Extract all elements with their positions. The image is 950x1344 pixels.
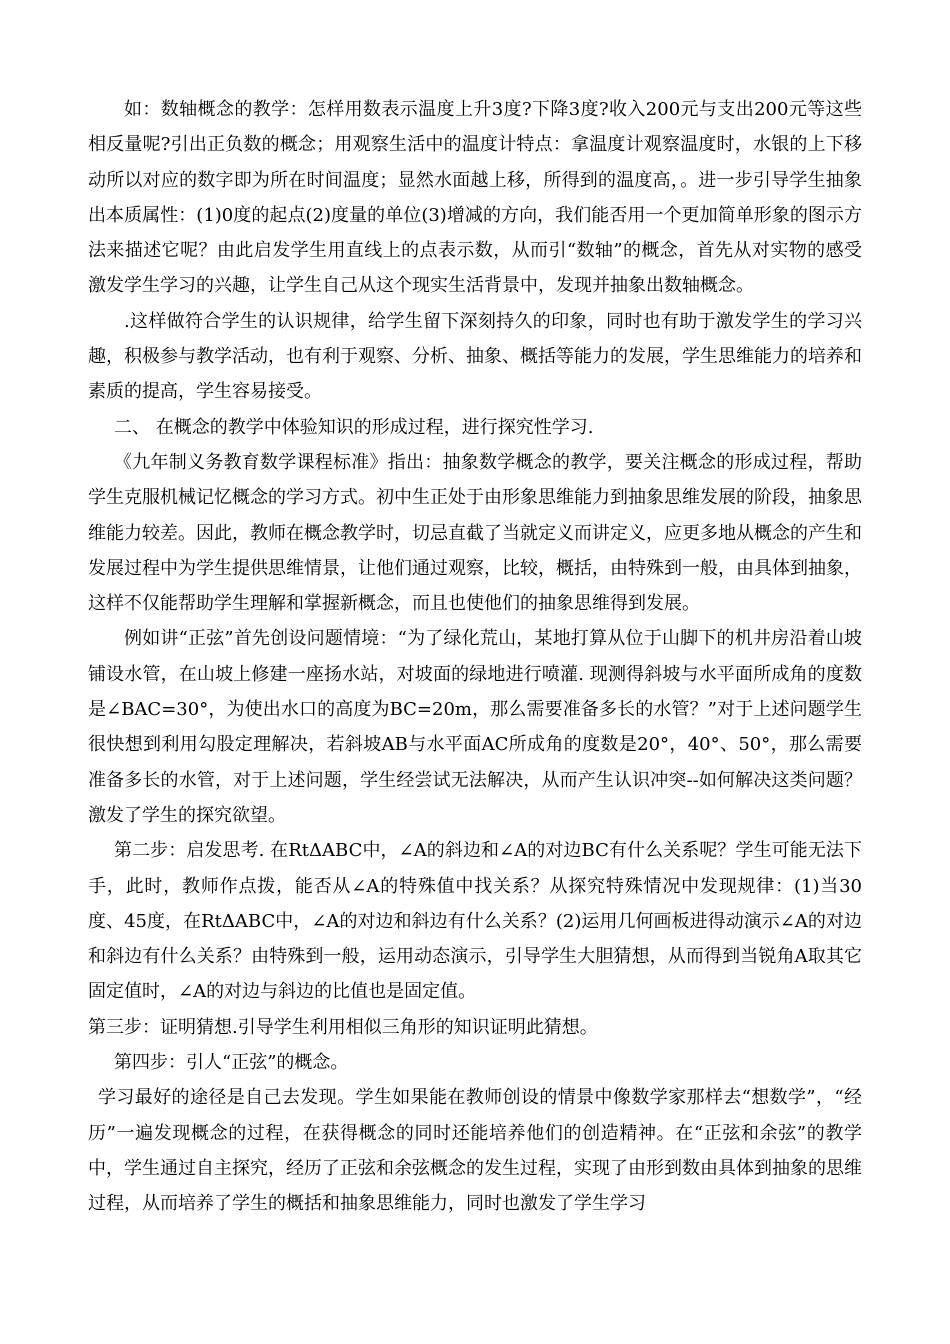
section-heading-two: 二、 在概念的教学中体验知识的形成过程，进行探究性学习. — [114, 416, 594, 438]
paragraph-curriculum-standard: 《九年制义务教育数学课程标准》指出：抽象数学概念的教学，要关注概念的形成过程，帮助学生克服机械记忆概念的学习方式。初中生正处于由形象思维能力到抽象思维发展的阶段，抽象思维能力较差。因此，教师在概念教学时，切忌直截了当就定义而讲定义，应更多地从概念的产生和发展过程中为学生提供思维情景，让他们通过观察，比较，概括，由特殊到一般，由具体到抽象，这样不仅能帮助学生理解和掌握新概念，而且也使他们的抽象思维得到发展。 — [88, 451, 862, 615]
paragraph-number-line-example: 如：数轴概念的教学：怎样用数表示温度上升3度?下降3度?收入200元与支出200元等这些相反量呢?引出正负数的概念；用观察生活中的温度计特点：拿温度计观察温度时，水银的上下移动所以对应的数字即为所在时间温度；显然水面越上移，所得到的温度高，。进一步引导学生抽象出本质属性：(1)0度的起点(2)度量的单位(3)增减的方向，我们能否用一个更加简单形象的图示方法来描述它呢？由此启发学生用直线上的点表示数，从而引“数轴”的概念，首先从对实物的感受激发学生学习的兴趣，让学生自己从这个现实生活背景中，发现并抽象出数轴概念。 — [88, 99, 862, 297]
paragraph-step-four: 第四步：引人“正弦”的概念。 — [114, 1052, 349, 1074]
paragraph-discovery-learning: 学习最好的途径是自己去发现。学生如果能在教师创设的情景中像数学家那样去“想数学”，“经历”一遍发现概念的过程，在获得概念的同时还能培养他们的创造精神。在“正弦和余弦”的教学中，学生通过自主探究，经历了正弦和余弦概念的发生过程，实现了由形到数由具体到抽象的思维过程，从而培养了学生的概括和抽象思维能力，同时也激发了学生学习 — [88, 1087, 862, 1215]
paragraph-step-three: 第三步：证明猜想.引导学生利用相似三角形的知识证明此猜想。 — [88, 1016, 598, 1038]
document-page — [88, 92, 862, 1222]
paragraph-cognitive-rule: .这样做符合学生的认识规律，给学生留下深刻持久的印象，同时也有助于激发学生的学习兴趣，积极参与教学活动，也有利于观察、分析、抽象、概括等能力的发展，学生思维能力的培养和素质的提高，学生容易接受。 — [88, 310, 862, 403]
paragraph-sine-example: 例如讲“正弦”首先创设问题情境：“为了绿化荒山，某地打算从位于山脚下的机井房沿着山坡铺设水管，在山坡上修建一座扬水站，对坡面的绿地进行喷灌. 现测得斜坡与水平面所成角的度数是∠BAC=30°，为使出水口的高度为BC=20m，那么需要准备多长的水管？”对于上述问题学生很快想到利用勾股定理解决，若斜坡AB与水平面AC所成角的度数是20°，40°、50°，那么需要准备多长的水管，对于上述问题，学生经尝试无法解决，从而产生认识冲突--如何解决这类问题？激发了学生的探究欲望。 — [88, 628, 862, 826]
paragraph-step-two: 第二步：启发思考. 在RtΔABC中，∠A的斜边和∠A的对边BC有什么关系呢？学生可能无法下手，此时，教师作点拨，能否从∠A的特殊值中找关系？从探究特殊情况中发现规律：(1)当30度、45度，在RtΔABC中，∠A的对边和斜边有什么关系？(2)运用几何画板进得动演示∠A的对边和斜边有什么关系？由特殊到一般，运用动态演示，引导学生大胆猜想，从而得到当锐角A取其它固定值时，∠A的对边与斜边的比值也是固定值。 — [88, 840, 862, 1003]
